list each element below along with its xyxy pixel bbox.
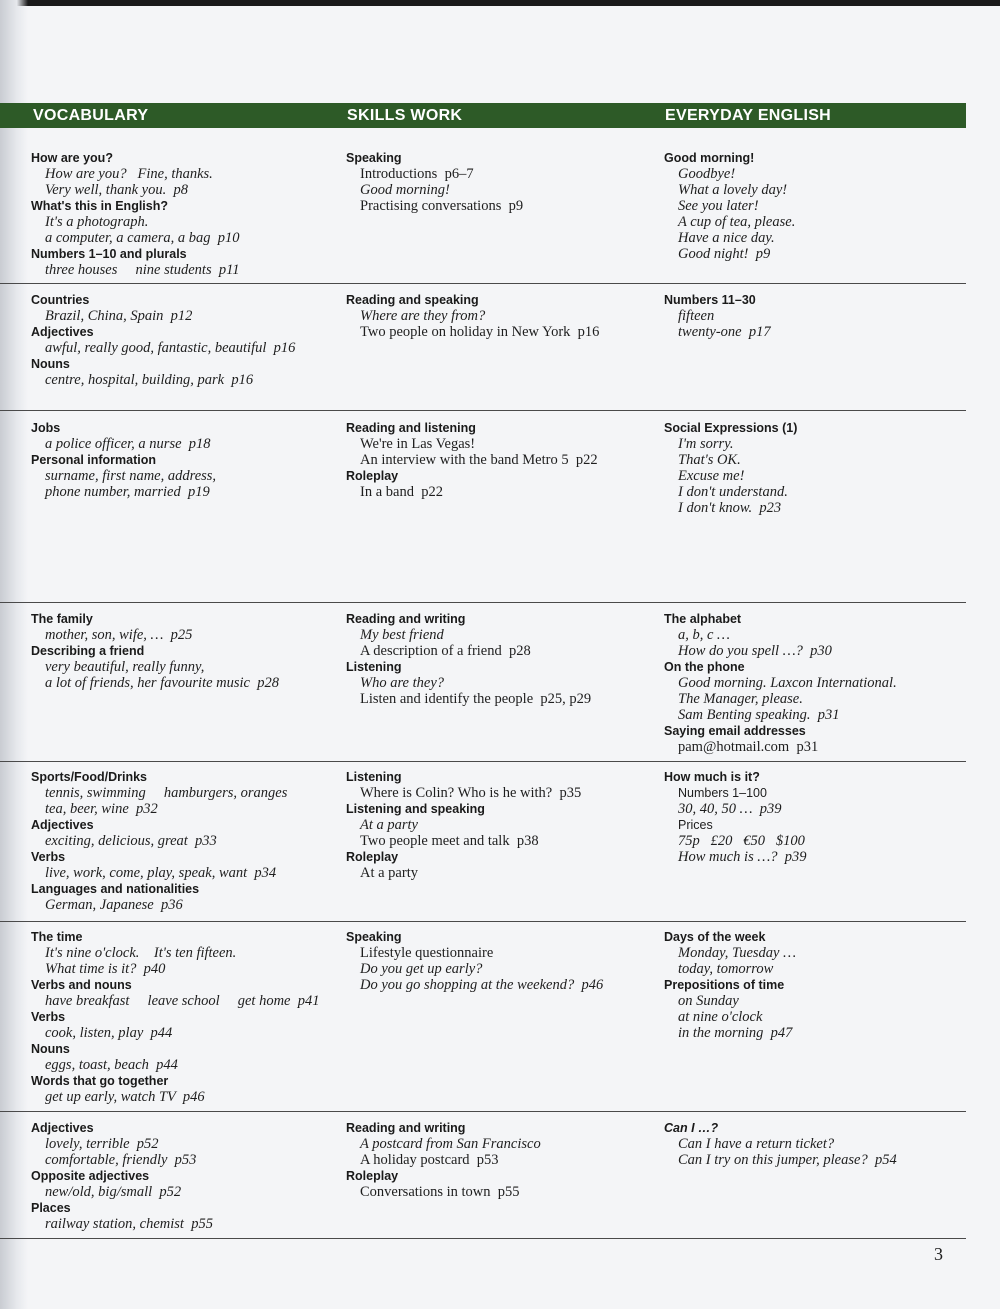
page-binding-shadow (0, 0, 28, 1309)
topic-line: Do you go shopping at the weekend? p46 (360, 977, 604, 993)
topic-line: How much is …? p39 (678, 849, 807, 865)
topic-heading: The family (31, 612, 93, 626)
topic-block (664, 723, 974, 755)
vocabulary-cell (31, 769, 341, 913)
topic-heading: Listening and speaking (346, 802, 485, 816)
topic-heading: On the phone (664, 660, 745, 674)
topic-heading: Adjectives (31, 818, 94, 832)
topic-heading: Days of the week (664, 930, 766, 944)
topic-line: railway station, chemist p55 (45, 1216, 213, 1232)
topic-line: Can I have a return ticket? (678, 1136, 835, 1152)
topic-line: Where is Colin? Who is he with? p35 (360, 785, 582, 801)
topic-line: surname, first name, address, (45, 468, 217, 484)
topic-heading: Verbs and nouns (31, 978, 132, 992)
topic-line: Two people on holiday in New York p16 (360, 324, 600, 340)
vocabulary-cell (31, 1120, 341, 1232)
topic-block (664, 929, 974, 977)
topic-line: pam@hotmail.com p31 (678, 739, 819, 755)
row-divider (0, 1238, 966, 1239)
topic-block (31, 817, 341, 849)
topic-heading: Can I …? (664, 1121, 719, 1135)
topic-line: live, work, come, play, speak, want p34 (45, 865, 277, 881)
topic-block (346, 468, 656, 500)
topic-line: 30, 40, 50 … p39 (678, 801, 782, 817)
topic-block (346, 420, 656, 468)
topic-line: exciting, delicious, great p33 (45, 833, 217, 849)
everyday-cell (664, 420, 974, 516)
topic-line: Two people meet and talk p38 (360, 833, 539, 849)
topic-heading: Reading and speaking (346, 293, 479, 307)
topic-heading: Roleplay (346, 469, 399, 483)
page-number: 3 (934, 1244, 943, 1264)
topic-block (346, 150, 656, 214)
topic-line: phone number, married p19 (45, 484, 210, 500)
topic-heading: The time (31, 930, 83, 944)
topic-line: Listen and identify the people p25, p29 (360, 691, 592, 707)
topic-block (31, 849, 341, 881)
topic-line: centre, hospital, building, park p16 (45, 372, 254, 388)
row-divider (0, 602, 966, 603)
vocabulary-cell (31, 611, 341, 691)
topic-line: See you later! (678, 198, 759, 214)
topic-line: at nine o'clock (678, 1009, 763, 1025)
topic-line: At a party (360, 817, 418, 833)
topic-line: A cup of tea, please. (678, 214, 796, 230)
topic-heading: Describing a friend (31, 644, 145, 658)
skills-cell (346, 769, 656, 881)
topic-line: tea, beer, wine p32 (45, 801, 158, 817)
topic-line: It's a photograph. (45, 214, 149, 230)
column-header-bar (0, 103, 966, 128)
topic-line: have breakfast leave school get home p41 (45, 993, 320, 1009)
topic-block (31, 1041, 341, 1073)
row-divider (0, 410, 966, 411)
topic-heading: Adjectives (31, 325, 94, 339)
topic-block (31, 324, 341, 356)
topic-heading: Languages and nationalities (31, 882, 200, 896)
row-divider (0, 761, 966, 762)
topic-heading: Listening (346, 660, 402, 674)
topic-line: At a party (360, 865, 418, 881)
vocabulary-cell (31, 150, 341, 278)
topic-block (31, 643, 341, 691)
everyday-cell (664, 150, 974, 262)
topic-line: Introductions p6–7 (360, 166, 474, 182)
topic-line: tennis, swimming hamburgers, oranges (45, 785, 288, 801)
topic-heading: Opposite adjectives (31, 1169, 150, 1183)
topic-heading: Listening (346, 770, 402, 784)
header-vocabulary: VOCABULARY (33, 107, 149, 124)
topic-line: new/old, big/small p52 (45, 1184, 182, 1200)
skills-cell (346, 1120, 656, 1200)
topic-line: In a band p22 (360, 484, 443, 500)
topic-block (346, 849, 656, 881)
topic-line: Prices (678, 818, 713, 832)
topic-line: fifteen (678, 308, 715, 324)
topic-line: comfortable, friendly p53 (45, 1152, 197, 1168)
topic-line: How do you spell …? p30 (678, 643, 832, 659)
topic-line: A postcard from San Francisco (360, 1136, 541, 1152)
topic-heading: Nouns (31, 357, 70, 371)
topic-heading: How much is it? (664, 770, 760, 784)
topic-block (31, 881, 341, 913)
topic-line: I don't know. p23 (678, 500, 782, 516)
topic-heading: Verbs (31, 850, 66, 864)
topic-line: a lot of friends, her favourite music p28 (45, 675, 279, 691)
topic-block (664, 1120, 974, 1168)
topic-line: Conversations in town p55 (360, 1184, 520, 1200)
topic-heading: Personal information (31, 453, 157, 467)
topic-line: My best friend (360, 627, 444, 643)
vocabulary-cell (31, 929, 341, 1105)
topic-heading: Places (31, 1201, 71, 1215)
topic-block (31, 356, 341, 388)
topic-line: three houses nine students p11 (45, 262, 240, 278)
everyday-cell (664, 292, 974, 340)
topic-line: mother, son, wife, … p25 (45, 627, 193, 643)
topic-line: The Manager, please. (678, 691, 803, 707)
topic-line: on Sunday (678, 993, 739, 1009)
topic-heading: Reading and writing (346, 612, 466, 626)
topic-heading: Roleplay (346, 850, 399, 864)
topic-line: Good night! p9 (678, 246, 771, 262)
header-skills-work: SKILLS WORK (347, 107, 463, 124)
topic-line: Excuse me! (678, 468, 745, 484)
topic-line: Brazil, China, Spain p12 (45, 308, 193, 324)
row-divider (0, 283, 966, 284)
topic-heading: Social Expressions (1) (664, 421, 798, 435)
topic-block (31, 977, 341, 1009)
topic-heading: Saying email addresses (664, 724, 806, 738)
topic-line: Goodbye! (678, 166, 736, 182)
topic-line: We're in Las Vegas! (360, 436, 476, 452)
topic-line: That's OK. (678, 452, 741, 468)
topic-block (31, 1073, 341, 1105)
topic-line: Lifestyle questionnaire (360, 945, 494, 961)
topic-block (664, 977, 974, 1041)
topic-heading: What's this in English? (31, 199, 168, 213)
topic-block (31, 452, 341, 500)
topic-block (664, 292, 974, 340)
topic-line: Who are they? (360, 675, 445, 691)
topic-line: What a lovely day! (678, 182, 788, 198)
topic-line: awful, really good, fantastic, beautiful p16 (45, 340, 296, 356)
topic-heading: Words that go together (31, 1074, 169, 1088)
topic-line: twenty-one p17 (678, 324, 771, 340)
topic-heading: The alphabet (664, 612, 742, 626)
topic-line: today, tomorrow (678, 961, 774, 977)
topic-line: Very well, thank you. p8 (45, 182, 188, 198)
topic-line: Numbers 1–100 (678, 786, 767, 800)
topic-line: eggs, toast, beach p44 (45, 1057, 178, 1073)
skills-cell (346, 292, 656, 340)
topic-block (664, 420, 974, 516)
topic-block (664, 769, 974, 865)
topic-heading: Countries (31, 293, 90, 307)
topic-block (664, 611, 974, 659)
topic-block (346, 611, 656, 659)
topic-line: in the morning p47 (678, 1025, 793, 1041)
topic-block (31, 611, 341, 643)
row-divider (0, 921, 966, 922)
topic-block (346, 1168, 656, 1200)
vocabulary-cell (31, 292, 341, 388)
topic-block (31, 246, 341, 278)
topic-block (31, 1200, 341, 1232)
topic-line: Do you get up early? (360, 961, 483, 977)
topic-block (31, 292, 341, 324)
topic-block (664, 150, 974, 262)
topic-heading: Verbs (31, 1010, 66, 1024)
topic-line: German, Japanese p36 (45, 897, 183, 913)
topic-heading: Prepositions of time (664, 978, 785, 992)
topic-block (346, 292, 656, 340)
topic-block (31, 420, 341, 452)
topic-line: 75p £20 €50 $100 (678, 833, 805, 849)
skills-cell (346, 929, 656, 993)
topic-line: get up early, watch TV p46 (45, 1089, 205, 1105)
topic-heading: Numbers 1–10 and plurals (31, 247, 187, 261)
topic-line: cook, listen, play p44 (45, 1025, 173, 1041)
topic-heading: Sports/Food/Drinks (31, 770, 147, 784)
topic-heading: How are you? (31, 151, 113, 165)
topic-block (31, 1009, 341, 1041)
topic-block (346, 1120, 656, 1168)
topic-block (31, 198, 341, 246)
topic-heading: Good morning! (664, 151, 755, 165)
topic-block (31, 1168, 341, 1200)
topic-heading: Speaking (346, 930, 402, 944)
topic-heading: Numbers 11–30 (664, 293, 756, 307)
everyday-cell (664, 1120, 974, 1168)
topic-block (664, 659, 974, 723)
top-edge (0, 0, 1000, 6)
everyday-cell (664, 611, 974, 755)
topic-line: A holiday postcard p53 (360, 1152, 499, 1168)
topic-line: Good morning! (360, 182, 450, 198)
skills-cell (346, 420, 656, 500)
topic-heading: Jobs (31, 421, 61, 435)
topic-line: I don't understand. (678, 484, 788, 500)
everyday-cell (664, 929, 974, 1041)
topic-line: An interview with the band Metro 5 p22 (360, 452, 598, 468)
topic-block (346, 769, 656, 801)
topic-heading: Roleplay (346, 1169, 399, 1183)
topic-line: Sam Benting speaking. p31 (678, 707, 840, 723)
topic-block (31, 929, 341, 977)
topic-line: How are you? Fine, thanks. (45, 166, 213, 182)
topic-block (31, 769, 341, 817)
topic-block (346, 929, 656, 993)
topic-line: Good morning. Laxcon International. (678, 675, 897, 691)
topic-heading: Reading and writing (346, 1121, 466, 1135)
topic-line: It's nine o'clock. It's ten fifteen. (45, 945, 237, 961)
header-everyday-english: EVERYDAY ENGLISH (665, 107, 832, 124)
topic-line: What time is it? p40 (45, 961, 166, 977)
row-divider (0, 1111, 966, 1112)
topic-block (346, 659, 656, 707)
topic-line: Have a nice day. (678, 230, 775, 246)
topic-line: a police officer, a nurse p18 (45, 436, 211, 452)
topic-line: Practising conversations p9 (360, 198, 524, 214)
topic-heading: Adjectives (31, 1121, 94, 1135)
everyday-cell (664, 769, 974, 865)
skills-cell (346, 150, 656, 214)
skills-cell (346, 611, 656, 707)
topic-line: lovely, terrible p52 (45, 1136, 159, 1152)
topic-block (31, 150, 341, 198)
topic-heading: Speaking (346, 151, 402, 165)
topic-block (346, 801, 656, 849)
topic-line: I'm sorry. (678, 436, 734, 452)
vocabulary-cell (31, 420, 341, 500)
topic-line: A description of a friend p28 (360, 643, 531, 659)
topic-line: a computer, a camera, a bag p10 (45, 230, 240, 246)
topic-line: Monday, Tuesday … (678, 945, 797, 961)
topic-line: a, b, c … (678, 627, 730, 643)
topic-heading: Reading and listening (346, 421, 476, 435)
topic-block (31, 1120, 341, 1168)
topic-line: Can I try on this jumper, please? p54 (678, 1152, 897, 1168)
topic-line: very beautiful, really funny, (45, 659, 205, 675)
topic-heading: Nouns (31, 1042, 70, 1056)
topic-line: Where are they from? (360, 308, 486, 324)
